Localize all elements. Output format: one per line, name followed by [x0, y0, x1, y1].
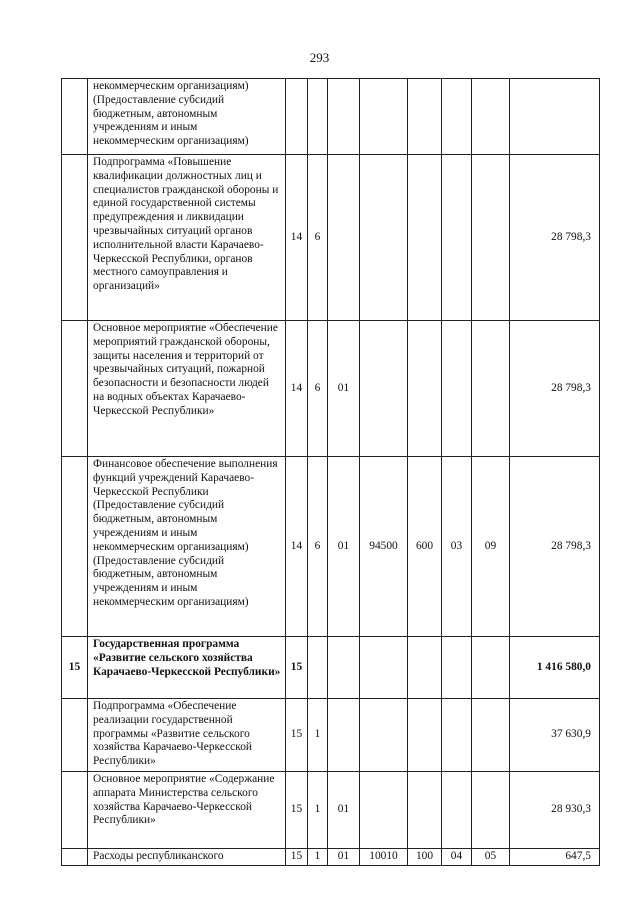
- code-cell: [360, 772, 408, 849]
- description-cell: Подпрограмма «Повышение квалификации должностных лиц и специалистов гражданской обороны и единой государственной системы предупреждения и ликвидации чрезвычайных ситуаций органов исполнительной власти Карачаево-Черкесской Республики, органов местного самоуправления и организаций»: [88, 155, 286, 321]
- code-cell: 6: [308, 457, 328, 637]
- code-cell: [408, 772, 442, 849]
- row-number-cell: [62, 457, 88, 637]
- code-cell: [442, 699, 472, 772]
- code-cell: 15: [286, 699, 308, 772]
- code-cell: [308, 637, 328, 699]
- code-cell: [472, 637, 510, 699]
- code-cell: 03: [442, 457, 472, 637]
- page-number: 293: [309, 50, 330, 65]
- code-cell: [442, 155, 472, 321]
- table-row: [62, 321, 600, 457]
- code-cell: 09: [472, 457, 510, 637]
- code-cell: [472, 79, 510, 155]
- code-cell: [360, 699, 408, 772]
- description-cell: Расходы республиканского: [88, 849, 286, 866]
- code-cell: [360, 155, 408, 321]
- table-row: [62, 155, 600, 321]
- code-cell: [328, 79, 360, 155]
- code-cell: 100: [408, 849, 442, 866]
- code-cell: 01: [328, 772, 360, 849]
- row-number-cell: [62, 772, 88, 849]
- table-row: [62, 637, 600, 699]
- code-cell: [286, 79, 308, 155]
- row-number-cell: [62, 699, 88, 772]
- code-cell: 15: [286, 772, 308, 849]
- code-cell: [360, 321, 408, 457]
- code-cell: [442, 321, 472, 457]
- code-cell: [328, 637, 360, 699]
- code-cell: 6: [308, 155, 328, 321]
- amount-cell: 37 630,9: [510, 699, 600, 772]
- code-cell: [442, 79, 472, 155]
- description-cell: Основное мероприятие «Содержание аппарата Министерства сельского хозяйства Карачаево-Черкесской Республики»: [88, 772, 286, 849]
- table-row: [62, 849, 600, 866]
- row-number-cell: [62, 849, 88, 866]
- code-cell: 10010: [360, 849, 408, 866]
- code-cell: [360, 637, 408, 699]
- code-cell: 1: [308, 849, 328, 866]
- amount-cell: 28 930,3: [510, 772, 600, 849]
- code-cell: 600: [408, 457, 442, 637]
- code-cell: 04: [442, 849, 472, 866]
- code-cell: [308, 79, 328, 155]
- code-cell: [442, 637, 472, 699]
- table-row: [62, 699, 600, 772]
- code-cell: [472, 321, 510, 457]
- code-cell: [472, 772, 510, 849]
- code-cell: 05: [472, 849, 510, 866]
- code-cell: [360, 79, 408, 155]
- table-row: [62, 772, 600, 849]
- row-number-cell: [62, 79, 88, 155]
- budget-table: [61, 78, 600, 866]
- code-cell: [408, 699, 442, 772]
- code-cell: [472, 699, 510, 772]
- code-cell: [408, 155, 442, 321]
- code-cell: 14: [286, 457, 308, 637]
- code-cell: 1: [308, 699, 328, 772]
- amount-cell: 28 798,3: [510, 321, 600, 457]
- amount-cell: 28 798,3: [510, 457, 600, 637]
- description-cell: Государственная программа «Развитие сельского хозяйства Карачаево-Черкесской Республики»: [88, 637, 286, 699]
- row-number-cell: [62, 155, 88, 321]
- description-cell: Основное мероприятие «Обеспечение мероприятий гражданской обороны, защиты населения и территорий от чрезвычайных ситуаций, пожарной безопасности и безопасности людей на водных объектах Карачаево-Черкесской Республики»: [88, 321, 286, 457]
- code-cell: 15: [286, 849, 308, 866]
- code-cell: [408, 321, 442, 457]
- code-cell: 14: [286, 321, 308, 457]
- amount-cell: [510, 79, 600, 155]
- code-cell: 14: [286, 155, 308, 321]
- amount-cell: 28 798,3: [510, 155, 600, 321]
- code-cell: 01: [328, 321, 360, 457]
- code-cell: [328, 699, 360, 772]
- description-cell: Финансовое обеспечение выполнения функций учреждений Карачаево-Черкесской Республики (Предоставление субсидий бюджетным, автономным учреждениям и иным некоммерческим организациям) (Предоставление субсидий бюджетным, автономным учреждениям и иным некоммерческим организациям): [88, 457, 286, 637]
- amount-cell: 647,5: [510, 849, 600, 866]
- code-cell: 6: [308, 321, 328, 457]
- code-cell: [328, 155, 360, 321]
- code-cell: [442, 772, 472, 849]
- code-cell: [408, 637, 442, 699]
- row-number-cell: 15: [62, 637, 88, 699]
- code-cell: [472, 155, 510, 321]
- table-row: [62, 79, 600, 155]
- code-cell: 01: [328, 457, 360, 637]
- code-cell: 1: [308, 772, 328, 849]
- code-cell: [408, 79, 442, 155]
- table-row: [62, 457, 600, 637]
- row-number-cell: [62, 321, 88, 457]
- amount-cell: 1 416 580,0: [510, 637, 600, 699]
- code-cell: 01: [328, 849, 360, 866]
- code-cell: 15: [286, 637, 308, 699]
- description-cell: некоммерческим организациям) (Предоставление субсидий бюджетным, автономным учреждениям и иным некоммерческим организациям): [88, 79, 286, 155]
- code-cell: 94500: [360, 457, 408, 637]
- description-cell: Подпрограмма «Обеспечение реализации государственной программы «Развитие сельского хозяйства Карачаево-Черкесской Республики»: [88, 699, 286, 772]
